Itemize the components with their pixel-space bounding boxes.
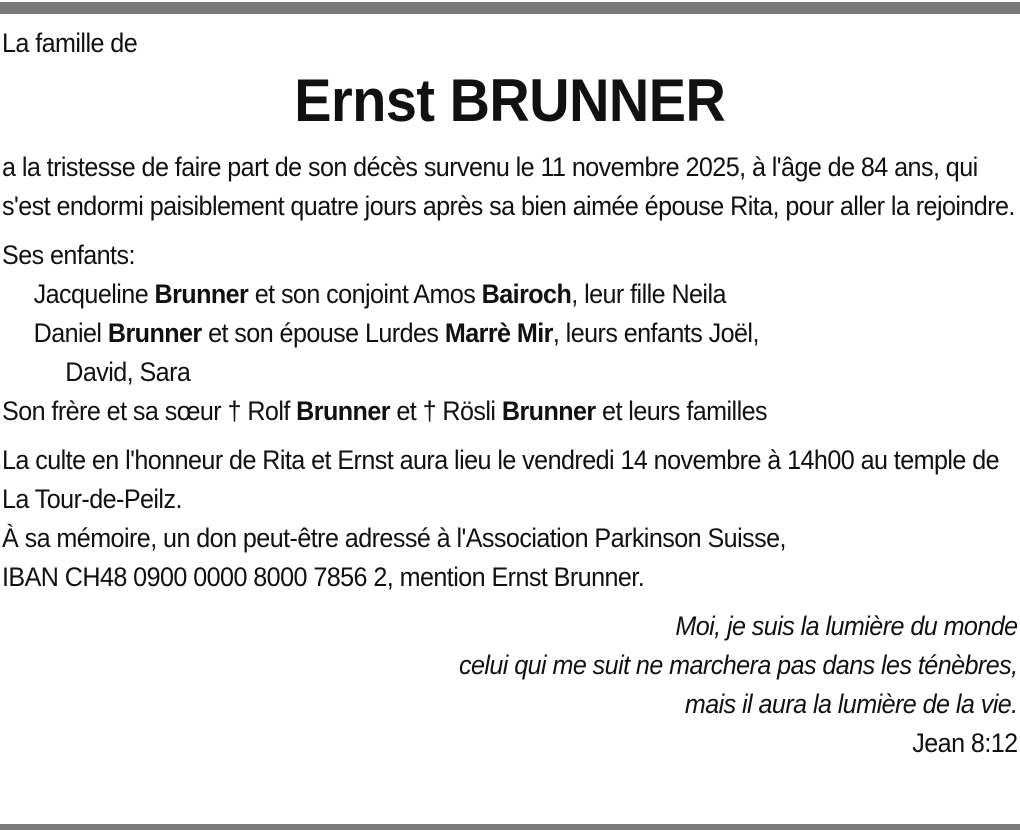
donation-line-2: IBAN CH48 0900 0000 8000 7856 2, mention Ernst Brunner.	[2, 562, 645, 592]
service-text: La culte en l'honneur de Rita et Ernst aura lieu le vendredi 14 novembre à 14h00 au temple de La Tour-de-Peilz.	[2, 445, 1000, 514]
siblings-line	[2, 392, 1018, 431]
intro-text: La famille de	[2, 28, 138, 58]
siblings-rest: et leurs familles	[595, 396, 767, 426]
announcement-text: a la tristesse de faire part de son décès survenu le 11 novembre 2025, à l'âge de 84 ans, qui s'est endormi paisiblement quatre jours après sa bien aimée épouse Rita, pour aller la rejoindre.	[2, 152, 1015, 221]
top-rule	[0, 2, 1020, 14]
verse-line-2: celui qui me suit ne marchera pas dans les ténèbres,	[458, 650, 1018, 680]
child2-first: Daniel	[33, 318, 108, 348]
spacer	[2, 431, 1018, 441]
children-heading: Ses enfants:	[2, 240, 135, 270]
child2-surname: Brunner	[107, 318, 202, 348]
siblings-middle: et † Rösli	[389, 396, 502, 426]
verse-line-3: mais il aura la lumière de la vie.	[684, 689, 1018, 719]
child2-partner-surname: Marrè Mir	[444, 318, 553, 348]
donation-line-1: À sa mémoire, un don peut-être adressé à l'Association Parkinson Suisse,	[2, 523, 786, 553]
siblings-prefix: Son frère et sa sœur † Rolf	[2, 396, 297, 426]
child-entry-jacqueline	[2, 275, 1018, 314]
bottom-rule	[0, 824, 1020, 830]
verse-reference: Jean 8:12	[912, 728, 1018, 758]
obituary-notice	[2, 24, 1018, 763]
child1-middle: et son conjoint Amos	[248, 279, 482, 309]
child-entry-daniel	[2, 314, 1018, 353]
verse-line-1: Moi, je suis la lumière du monde	[675, 611, 1018, 641]
child2-rest: , leurs enfants Joël,	[552, 318, 759, 348]
deceased-name: Ernst BRUNNER	[294, 67, 726, 134]
child1-rest: , leur fille Neila	[571, 279, 726, 309]
child2-middle: et son épouse Lurdes	[201, 318, 445, 348]
child1-first: Jacqueline	[33, 279, 155, 309]
child2-continuation: David, Sara	[65, 357, 191, 387]
child1-partner-surname: Bairoch	[481, 279, 572, 309]
sibling1-surname: Brunner	[296, 396, 390, 426]
sibling2-surname: Brunner	[501, 396, 596, 426]
bible-verse	[2, 607, 1018, 763]
child1-surname: Brunner	[154, 279, 249, 309]
